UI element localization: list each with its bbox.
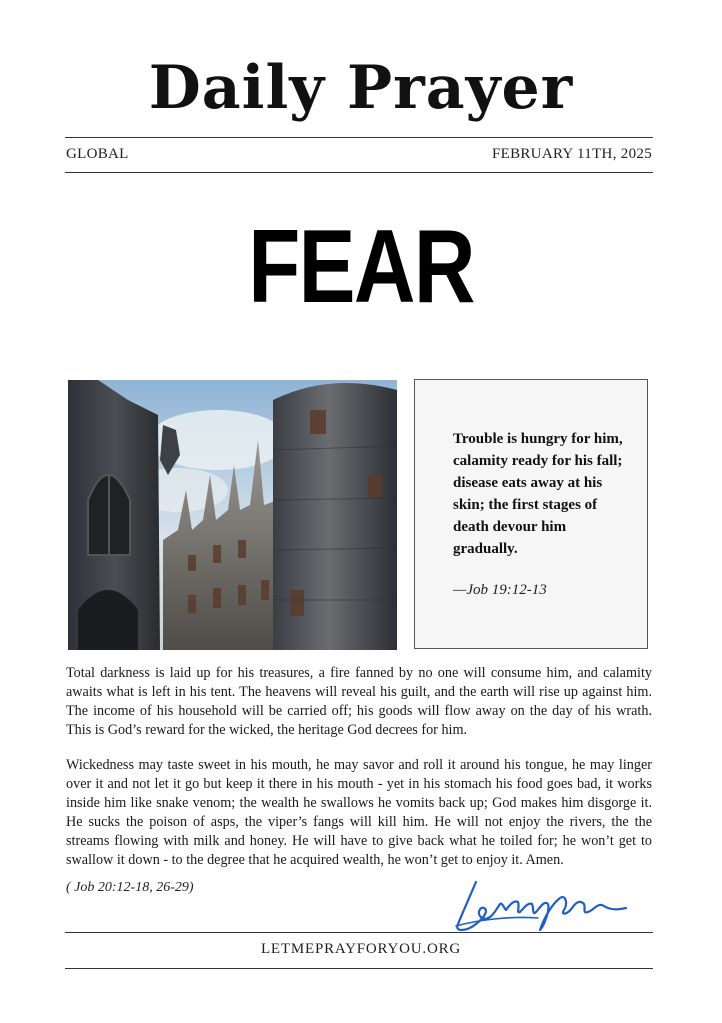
signature <box>448 874 634 938</box>
date-label: FEBRUARY 11TH, 2025 <box>491 146 652 162</box>
region-label: GLOBAL <box>66 146 129 162</box>
footer-site: LETMEPRAYFORYOU.ORG <box>260 941 462 957</box>
body-paragraph-1: Total darkness is laid up for his treasures, a fire fanned by no one will consume him, and calamity awaits what is left in his tent. The heavens will reveal his guilt, and the earth will rise up against him. The income of his household will be carried off; his goods will flow away on the day of his wrath. This is God’s reward for the wicked, the heritage God decrees for him. <box>66 665 652 738</box>
headline: FEAR <box>248 209 474 325</box>
scripture-citation: ( Job 20:12-18, 26-29) <box>66 880 194 895</box>
header-rule-top <box>65 137 653 138</box>
quote-reference: —Job 19:12-13 <box>453 582 547 598</box>
gothic-castle-photo <box>68 380 397 650</box>
header-rule-bottom <box>65 172 653 173</box>
quote-box <box>414 379 648 649</box>
footer-rule-top <box>65 932 653 933</box>
masthead-title: Daily Prayer <box>148 53 574 123</box>
body-paragraph-2: Wickedness may taste sweet in his mouth, he may savor and roll it around his tongue, he may linger over it and not let it go but keep it there in his mouth - yet in his stomach his food goes bad, it works inside him like snake venom; the wealth he swallows he vomits back up; God makes him disgorge it. He sucks the poison of asps, the viper’s fangs will kill him. He will not enjoy the rivers, the the streams flowing with milk and honey. He will have to give back what he toiled for; he won’t get to swallow it down - to the degree that he acquired wealth, he won’t get to enjoy it. Amen. <box>66 757 652 868</box>
footer-rule-bottom <box>65 968 653 969</box>
quote-text: Trouble is hungry for him, calamity ready for his fall; disease eats away at his skin; the first stages of death devour him gradually. <box>453 431 623 557</box>
